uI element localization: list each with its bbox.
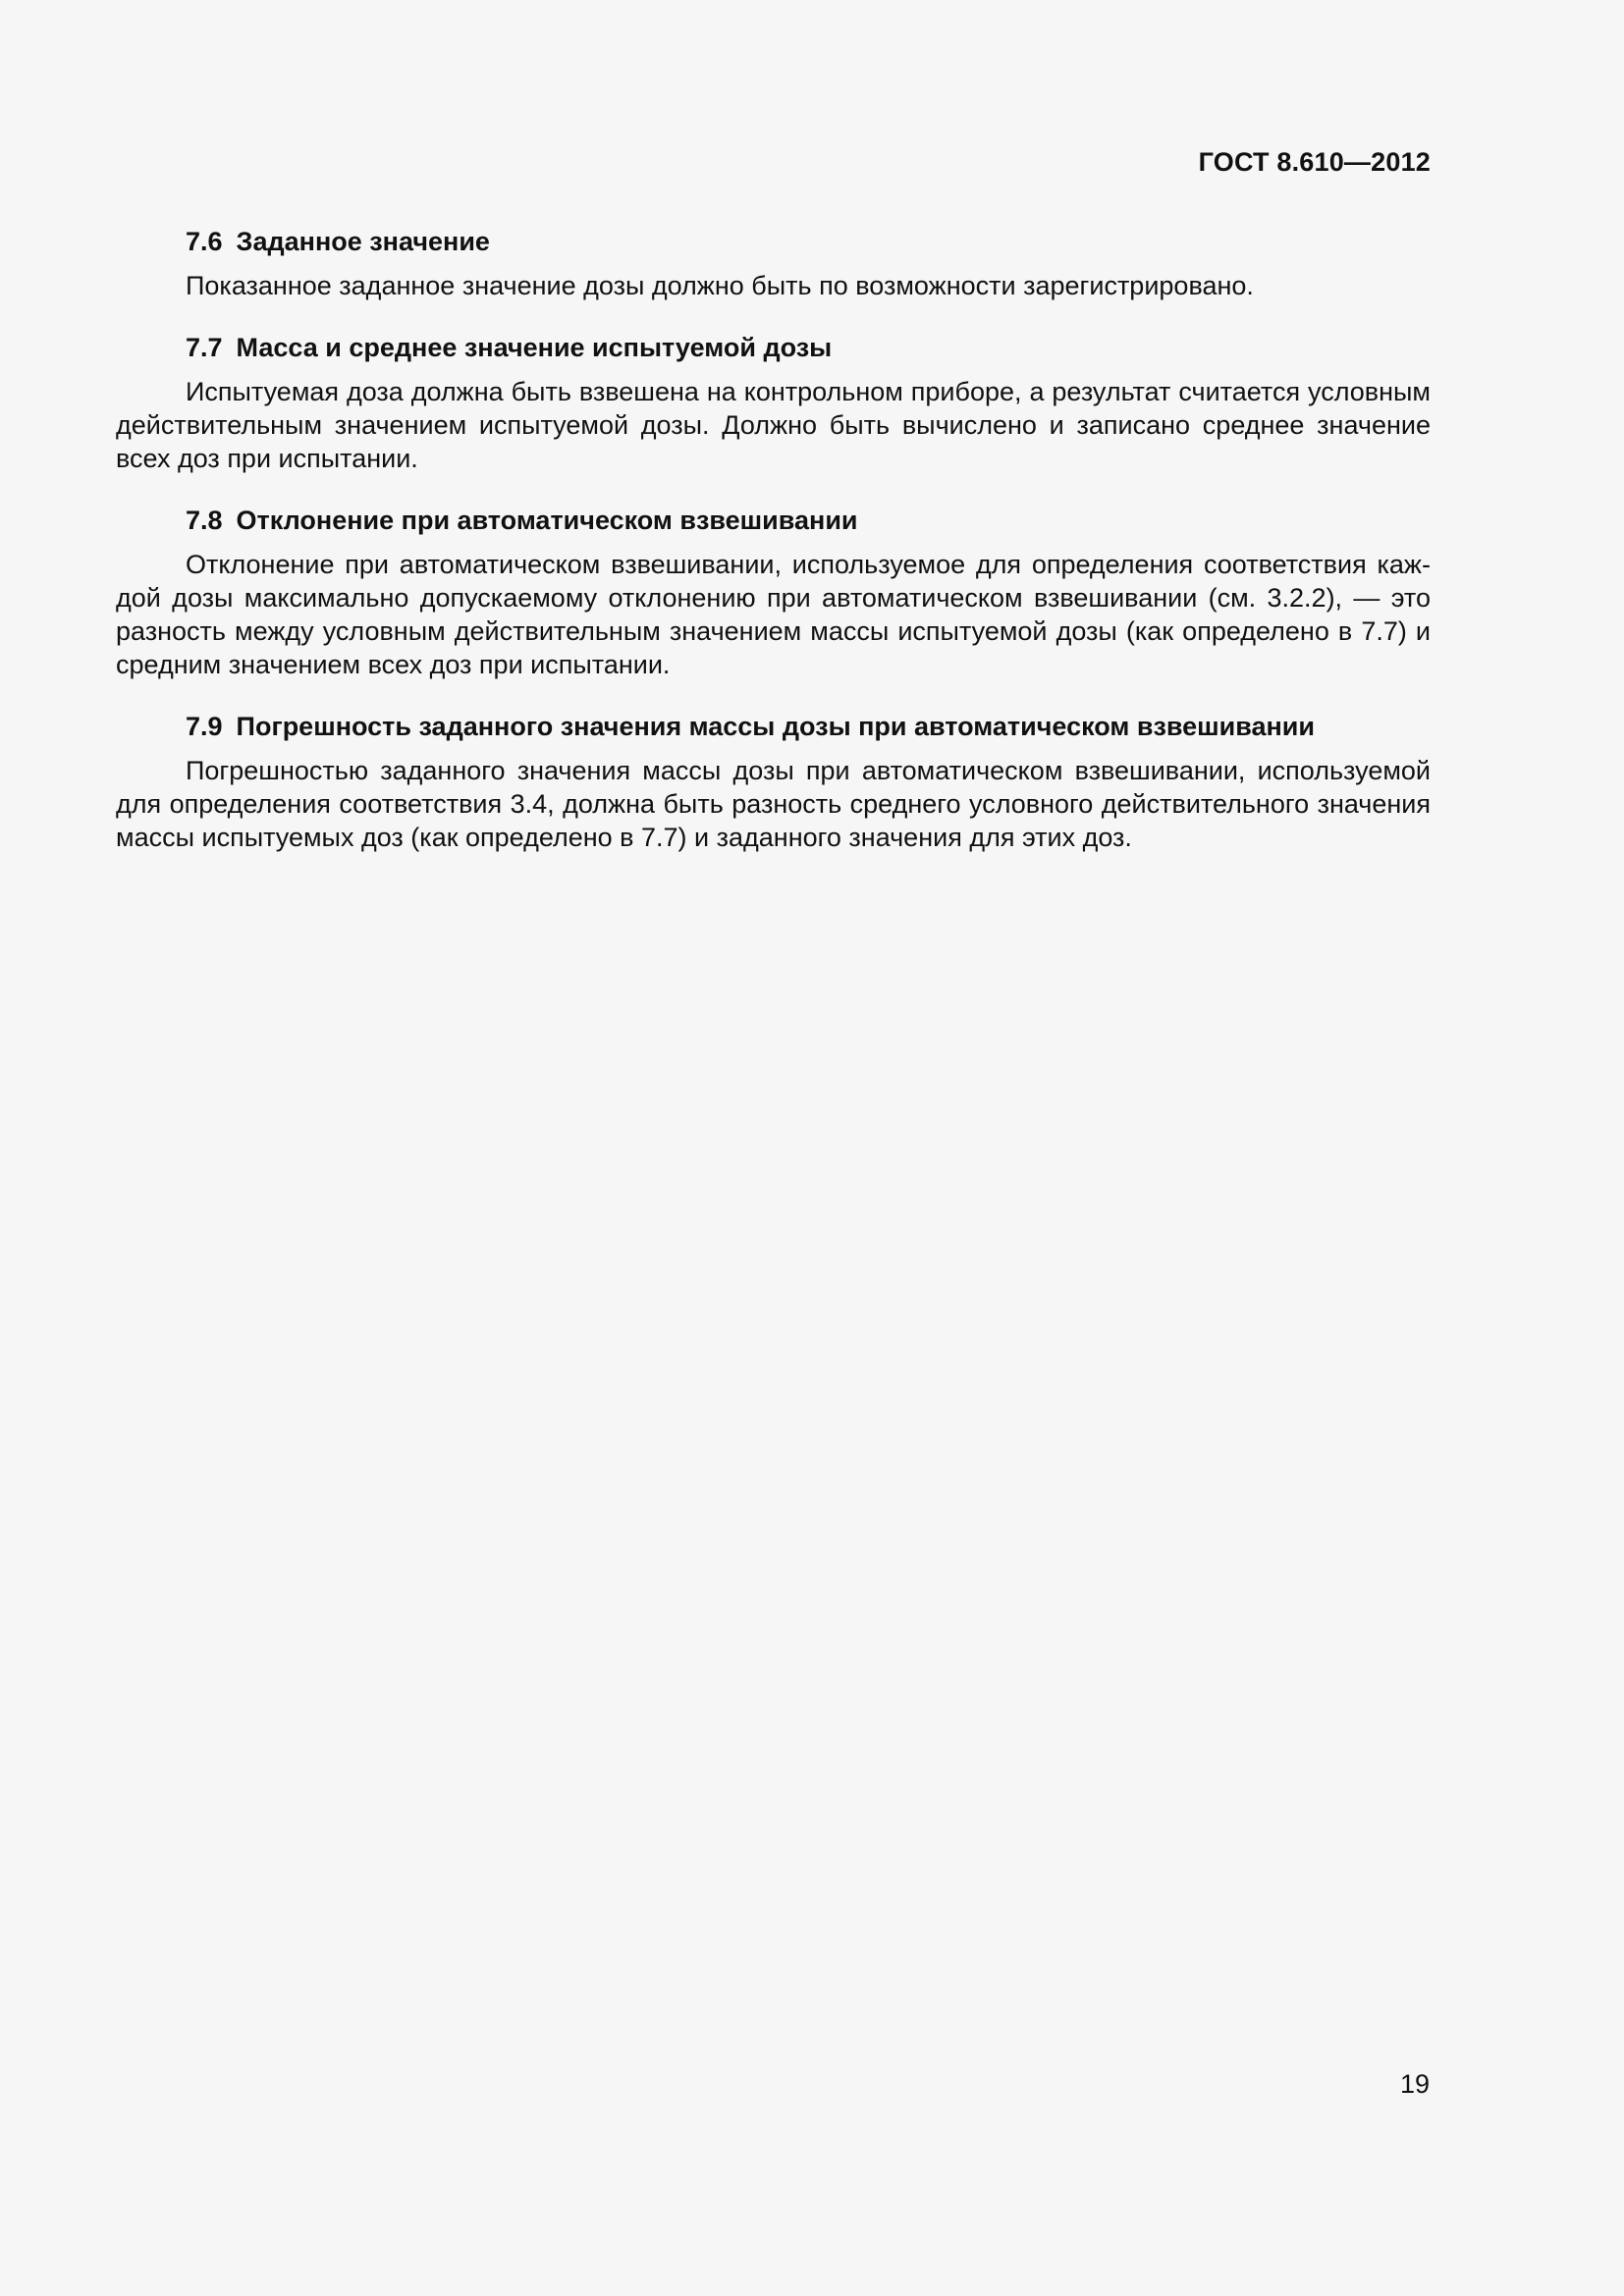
section-number: 7.7 <box>186 333 223 362</box>
section-heading <box>116 709 1431 744</box>
section-title: Масса и среднее значение испытуемой дозы <box>236 333 833 362</box>
section-number: 7.8 <box>186 506 223 535</box>
section-title: Заданное значение <box>236 227 490 256</box>
section-7-8 <box>116 503 1431 681</box>
section-title: Отклонение при автоматическом взвешивании <box>236 506 858 535</box>
section-paragraph: Отклонение при автоматическом взвешивании, используемое для определения соответствия каждой дозы максимально допускаемому отклонению при автоматическом взвешивании (см. 3.2.2), — это разность между условным действительным значением массы испытуемой дозы (как определено в 7.7) и средним значением всех доз при испытании. <box>116 550 1431 679</box>
section-heading <box>116 330 1431 365</box>
section-7-7 <box>116 330 1431 475</box>
document-header-code: ГОСТ 8.610—2012 <box>1198 147 1431 177</box>
section-heading <box>116 224 1431 259</box>
section-title: Погрешность заданного значения массы дозы при автоматическом взвешивании <box>236 712 1316 741</box>
section-paragraph: Показанное заданное значение дозы должно быть по возможности зарегистрировано. <box>186 271 1254 300</box>
page-number: 19 <box>1399 2069 1430 2099</box>
section-paragraph: Погрешностью заданного значения массы дозы при автоматическом взвешивании, используемой для определения соответствия 3.4, должна быть разность среднего условного действительного значения массы испытуемых доз (как определено в 7.7) и заданного значения для этих доз. <box>116 756 1431 852</box>
document-body <box>116 224 1431 881</box>
section-number: 7.9 <box>186 712 223 741</box>
section-paragraph: Испытуемая доза должна быть взвешена на контрольном приборе, а результат считается условным действительным значением испытуемой дозы. Должно быть вычислено и записано среднее значение всех доз при испытании. <box>116 377 1431 473</box>
section-7-9 <box>116 709 1431 854</box>
section-7-6 <box>116 224 1431 302</box>
section-heading <box>116 503 1431 538</box>
section-number: 7.6 <box>186 227 223 256</box>
